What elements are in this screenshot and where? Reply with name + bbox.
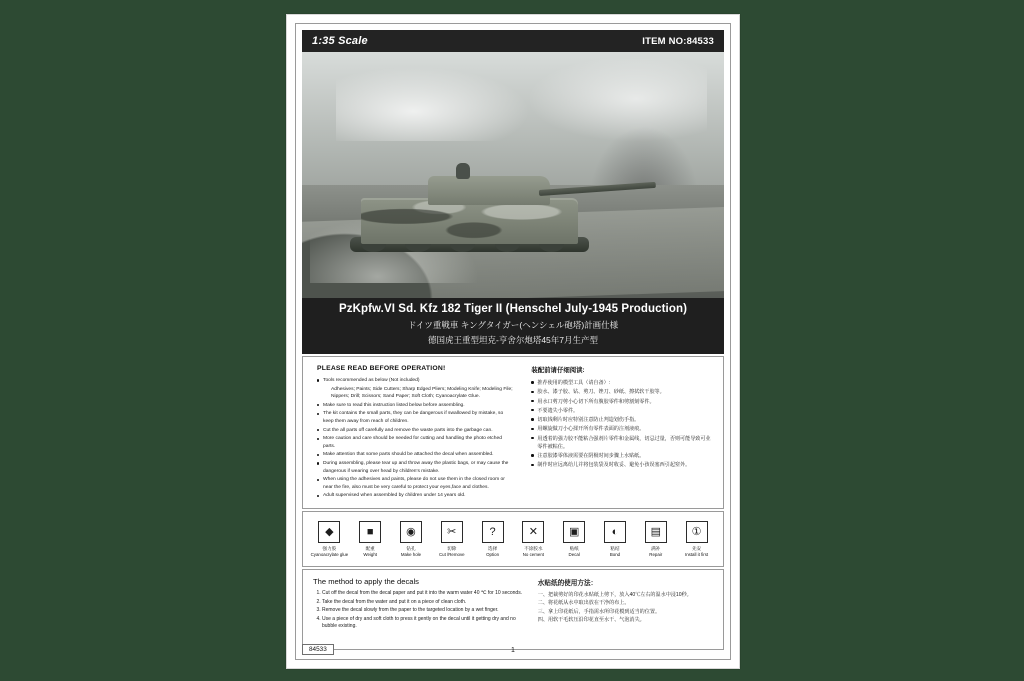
instructions-heading-en: PLEASE READ BEFORE OPERATION!	[317, 365, 446, 372]
header-bar	[302, 30, 724, 52]
legend-label-en: Make hole	[400, 552, 422, 557]
legend-item-option	[473, 521, 512, 558]
legend-item-make-hole	[391, 521, 430, 558]
title-japanese: ドイツ重戦車 キングタイガー(ヘンシェル砲塔)計画仕様	[407, 320, 619, 330]
legend-label-en: Repair	[649, 552, 663, 557]
tiger-ii-tank-illustration	[344, 150, 623, 258]
decal-method-chinese	[530, 570, 723, 649]
instruction-tools-sublist: Adhesives; Paints; Side Cutters; Sharp Edged Pliers; Modeling Knife; Modeling File; Nippers; Drill; Scissors; Sand Paper; Soft Cloth; Cyanoacrylate Glue.	[331, 386, 513, 400]
instruction-item-cn: 切取钱剩片时应特别注意防止判造划伤手指。	[531, 416, 713, 424]
footer	[302, 641, 724, 655]
decal-step-cn: 二、将花纸从水中取出放在干净的布上。	[537, 600, 630, 607]
decal-method-panel	[302, 569, 724, 650]
decal-step-cn: 三、拿上印花纸后，手指需水所印花模到适当的位置。	[537, 608, 661, 615]
legend-label-cn: 选择	[487, 545, 498, 551]
tank-commander-figure	[456, 163, 470, 178]
weight-icon: ■	[359, 521, 381, 543]
footer-item-code: 84533	[302, 644, 334, 655]
legend-label-en: No cement	[522, 552, 544, 557]
legend-item-bond	[595, 521, 634, 558]
decal-step: 1. Cut off the decal from the decal paper and put it into the warm water 40 ℃ for 10 seconds.	[322, 590, 524, 598]
instruction-item-cn: 用螺旋做刀小心揉开所有零件表面的注剂液痕。	[531, 425, 713, 433]
scissors-icon: ✂	[441, 521, 463, 543]
legend-label-en: Weight	[363, 552, 377, 557]
decal-method-english	[303, 570, 530, 649]
legend-label-cn: 钻孔	[406, 545, 416, 551]
instructions-list-en	[317, 377, 513, 500]
sheet-border	[295, 23, 731, 660]
instruction-item: Make sure to read this instruction listed below before assembling.	[317, 402, 513, 410]
tank-camouflage	[361, 198, 578, 243]
install-first-icon: ①	[686, 521, 708, 543]
scale-label: 1:35 Scale	[312, 35, 368, 47]
legend-item-cyanoacrylate-glue	[310, 521, 349, 558]
instruction-item: Cut the all parts off carefully and remove the waste parts into the garbage can.	[317, 427, 513, 435]
legend-label-cn: 切除	[447, 545, 457, 551]
decal-step: 4. Use a piece of dry and soft cloth to press it gently on the decal until it getting dry and no bubble existing.	[322, 616, 524, 631]
legend-item-decal	[555, 521, 594, 558]
no-cement-icon: ✕	[522, 521, 544, 543]
instruction-item: Tools recommended as below (Not included)	[317, 377, 513, 385]
instructions-panel	[302, 356, 724, 509]
instructions-heading-cn: 装配前请仔细阅读:	[531, 367, 585, 374]
instruction-item: When using the adhesives and paints, please do not use them in the closed room or near the fire, also must be very careful to protect your eyes,face and clothes.	[317, 476, 513, 491]
legend-label-en: Option	[486, 552, 500, 557]
title-chinese: 德国虎王重型坦克-亨舍尔炮塔45年7月生产型	[427, 335, 598, 345]
instruction-item-cn: 用透着的强力胶不能粘合强剂片零件和金属线，切忌过量，否则可能导致可业零件被粘住。	[531, 435, 713, 452]
symbol-legend-strip	[302, 511, 724, 567]
instruction-item: Make attention that some parts should be attached the decal when assembled.	[317, 451, 513, 459]
instruction-item-cn: 注意胶漆零体液需要在阴极时间步骤上水贴纸。	[531, 452, 713, 460]
decal-heading-cn: 水贴纸的使用方法：	[537, 580, 598, 587]
instruction-item: Adult supervised when assembled by children under 14 years old.	[317, 492, 513, 500]
cloud-left	[336, 67, 530, 141]
bond-icon: ◐	[604, 521, 626, 543]
legend-label-cn: 先安	[691, 545, 702, 551]
legend-item-repair	[636, 521, 675, 558]
tank-turret	[428, 176, 551, 204]
legend-item-install-first	[677, 521, 716, 558]
legend-label-cn: 满补	[651, 545, 661, 551]
instruction-item: More caution and care should be needed for cutting and handling the photo etched parts.	[317, 435, 513, 450]
legend-label-en: Decal	[568, 552, 580, 557]
legend-item-no-cement	[514, 521, 553, 558]
cyanoacrylate-glue-icon: ◆	[318, 521, 340, 543]
title-block	[302, 298, 724, 354]
legend-label-cn: 不涂胶水	[524, 545, 543, 551]
instruction-item-cn: 不要遗失小零件。	[531, 407, 713, 415]
legend-item-weight	[351, 521, 390, 558]
instructions-chinese	[521, 357, 723, 508]
legend-item-cut-remove	[432, 521, 471, 558]
legend-label-cn: 配重	[365, 545, 375, 551]
question-mark-icon: ?	[482, 521, 504, 543]
legend-label-en: Cyanoacrylate glue	[310, 552, 349, 557]
legend-label-cn: 贴纸	[569, 545, 579, 551]
repair-icon: ▤	[645, 521, 667, 543]
decal-heading-en: The method to apply the decals	[313, 577, 419, 586]
page-number: 1	[511, 647, 515, 654]
legend-label-en: Cut /Remove	[438, 552, 465, 557]
decal-steps-cn	[538, 591, 715, 624]
instructions-list-cn	[531, 379, 713, 470]
instruction-item: During assembling, please tear up and throw away the plastic bags, or may cause the dangerous if wearing over head by children's mistake.	[317, 460, 513, 475]
decal-steps-en	[313, 590, 524, 631]
instructions-english	[303, 357, 521, 508]
box-artwork	[302, 52, 724, 298]
make-hole-icon: ◉	[400, 521, 422, 543]
decal-step: 3. Remove the decal slowly from the paper to the targeted location by a wet finger.	[322, 607, 524, 615]
instruction-item-cn: 制作时应远离给儿并将包装袋及时收妥、避免小孩误塞西引起窒外。	[531, 461, 713, 469]
legend-label-en: Install it first	[684, 552, 709, 557]
legend-label-cn: 粘结	[610, 545, 620, 551]
item-number-label: ITEM NO:84533	[642, 35, 714, 47]
title-english: PzKpfw.VI Sd. Kfz 182 Tiger II (Henschel July-1945 Production)	[338, 303, 688, 315]
decal-step-cn: 四、用软干毛软压沿印花直至水干、气泡消失。	[537, 616, 645, 623]
decal-step: 2. Take the decal from the water and put it on a piece of clean cloth.	[322, 599, 524, 607]
legend-label-cn: 强力胶	[322, 545, 337, 551]
decal-step-cn: 一、把裁剪好的印花水贴纸上剪下，放入40℃左右的温水中浸10秒。	[537, 592, 692, 598]
instruction-item-cn: 胶水、漆子胶、钻、剪刀、锉刀、砂纸、擦拭软干胶等。	[531, 388, 713, 396]
instruction-item-cn: 用水口剪刀剪小心切下所有腹胶零件和剪割刻零件。	[531, 398, 713, 406]
instruction-sheet	[286, 14, 740, 669]
legend-label-en: Bond	[609, 552, 621, 557]
instruction-item-cn: 推荐使用的模型工具（请自备）:	[531, 379, 713, 387]
instruction-item: The kit contains the small parts, they can be dangerous if swallowed by mistake, so keep them away from reach of children.	[317, 410, 513, 425]
decal-icon: ▣	[563, 521, 585, 543]
